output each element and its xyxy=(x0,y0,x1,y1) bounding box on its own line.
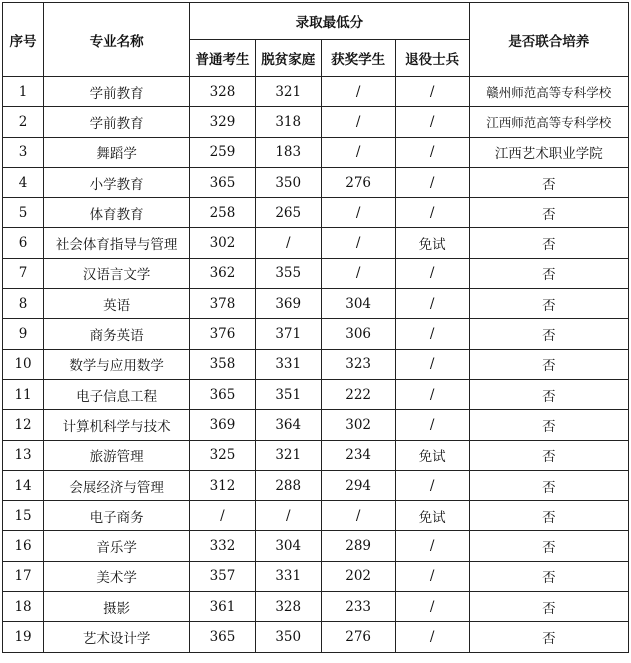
cell-poverty: 304 xyxy=(255,531,321,561)
cell-no: 11 xyxy=(3,379,44,409)
cell-major: 电子商务 xyxy=(44,501,190,531)
cell-no: 12 xyxy=(3,410,44,440)
cell-regular: / xyxy=(190,501,256,531)
cell-major: 学前教育 xyxy=(44,77,190,107)
cell-joint: 否 xyxy=(469,592,628,622)
cell-no: 17 xyxy=(3,561,44,591)
cell-award: / xyxy=(321,137,395,167)
cell-no: 13 xyxy=(3,440,44,470)
table-row xyxy=(3,137,629,167)
cell-award: 276 xyxy=(321,167,395,197)
cell-joint: 否 xyxy=(469,289,628,319)
cell-major: 艺术设计学 xyxy=(44,622,190,652)
cell-award: 233 xyxy=(321,592,395,622)
header-poverty: 脱贫家庭 xyxy=(255,40,321,77)
cell-no: 9 xyxy=(3,319,44,349)
cell-joint: 否 xyxy=(469,440,628,470)
cell-regular: 358 xyxy=(190,349,256,379)
cell-veteran: / xyxy=(395,258,469,288)
cell-award: 323 xyxy=(321,349,395,379)
cell-no: 19 xyxy=(3,622,44,652)
cell-joint: 否 xyxy=(469,531,628,561)
cell-veteran: / xyxy=(395,137,469,167)
table-row xyxy=(3,379,629,409)
cell-major: 摄影 xyxy=(44,592,190,622)
cell-award: 202 xyxy=(321,561,395,591)
cell-veteran: / xyxy=(395,531,469,561)
cell-no: 16 xyxy=(3,531,44,561)
table-row xyxy=(3,531,629,561)
cell-major: 电子信息工程 xyxy=(44,379,190,409)
table-row xyxy=(3,470,629,500)
cell-regular: 332 xyxy=(190,531,256,561)
cell-regular: 369 xyxy=(190,410,256,440)
header-award: 获奖学生 xyxy=(321,40,395,77)
cell-no: 2 xyxy=(3,107,44,137)
header-veteran: 退役士兵 xyxy=(395,40,469,77)
cell-veteran: / xyxy=(395,77,469,107)
cell-regular: 312 xyxy=(190,470,256,500)
cell-major: 会展经济与管理 xyxy=(44,470,190,500)
cell-veteran: / xyxy=(395,167,469,197)
table-row xyxy=(3,167,629,197)
cell-poverty: 355 xyxy=(255,258,321,288)
cell-veteran: / xyxy=(395,289,469,319)
cell-regular: 362 xyxy=(190,258,256,288)
cell-major: 汉语言文学 xyxy=(44,258,190,288)
cell-award: / xyxy=(321,228,395,258)
cell-award: 306 xyxy=(321,319,395,349)
cell-poverty: 318 xyxy=(255,107,321,137)
cell-award: / xyxy=(321,77,395,107)
cell-joint: 否 xyxy=(469,410,628,440)
cell-major: 计算机科学与技术 xyxy=(44,410,190,440)
cell-veteran: / xyxy=(395,592,469,622)
cell-major: 美术学 xyxy=(44,561,190,591)
cell-no: 15 xyxy=(3,501,44,531)
cell-joint: 否 xyxy=(469,228,628,258)
cell-veteran: / xyxy=(395,349,469,379)
table-row xyxy=(3,410,629,440)
cell-poverty: 364 xyxy=(255,410,321,440)
cell-veteran: / xyxy=(395,622,469,652)
cell-regular: 361 xyxy=(190,592,256,622)
cell-joint: 否 xyxy=(469,470,628,500)
table-row xyxy=(3,289,629,319)
cell-poverty: 369 xyxy=(255,289,321,319)
cell-award: 234 xyxy=(321,440,395,470)
cell-poverty: 331 xyxy=(255,349,321,379)
cell-major: 学前教育 xyxy=(44,107,190,137)
cell-major: 舞蹈学 xyxy=(44,137,190,167)
table-row xyxy=(3,77,629,107)
header-major: 专业名称 xyxy=(44,3,190,77)
cell-veteran: / xyxy=(395,107,469,137)
cell-poverty: 350 xyxy=(255,167,321,197)
header-regular: 普通考生 xyxy=(190,40,256,77)
cell-major: 音乐学 xyxy=(44,531,190,561)
cell-poverty: 183 xyxy=(255,137,321,167)
cell-joint: 江西艺术职业学院 xyxy=(469,137,628,167)
cell-regular: 378 xyxy=(190,289,256,319)
cell-major: 旅游管理 xyxy=(44,440,190,470)
cell-poverty: / xyxy=(255,501,321,531)
cell-joint: 否 xyxy=(469,349,628,379)
cell-no: 7 xyxy=(3,258,44,288)
cell-joint: 否 xyxy=(469,167,628,197)
cell-major: 社会体育指导与管理 xyxy=(44,228,190,258)
cell-poverty: 321 xyxy=(255,440,321,470)
cell-award: / xyxy=(321,258,395,288)
cell-award: 294 xyxy=(321,470,395,500)
cell-major: 商务英语 xyxy=(44,319,190,349)
cell-poverty: / xyxy=(255,228,321,258)
cell-award: 302 xyxy=(321,410,395,440)
cell-poverty: 328 xyxy=(255,592,321,622)
header-min-score: 录取最低分 xyxy=(190,3,470,40)
header-joint-training: 是否联合培养 xyxy=(469,3,628,77)
cell-major: 小学教育 xyxy=(44,167,190,197)
cell-joint: 否 xyxy=(469,501,628,531)
cell-regular: 258 xyxy=(190,198,256,228)
cell-no: 10 xyxy=(3,349,44,379)
cell-joint: 江西师范高等专科学校 xyxy=(469,107,628,137)
cell-major: 数学与应用数学 xyxy=(44,349,190,379)
cell-no: 3 xyxy=(3,137,44,167)
table-row xyxy=(3,561,629,591)
cell-regular: 376 xyxy=(190,319,256,349)
cell-regular: 329 xyxy=(190,107,256,137)
cell-joint: 否 xyxy=(469,561,628,591)
cell-veteran: / xyxy=(395,379,469,409)
cell-regular: 365 xyxy=(190,167,256,197)
cell-joint: 赣州师范高等专科学校 xyxy=(469,77,628,107)
cell-major: 英语 xyxy=(44,289,190,319)
cell-no: 14 xyxy=(3,470,44,500)
table-row xyxy=(3,228,629,258)
table-row xyxy=(3,592,629,622)
cell-no: 8 xyxy=(3,289,44,319)
cell-award: 304 xyxy=(321,289,395,319)
cell-no: 6 xyxy=(3,228,44,258)
table-row xyxy=(3,440,629,470)
cell-veteran: 免试 xyxy=(395,228,469,258)
cell-major: 体育教育 xyxy=(44,198,190,228)
table-row xyxy=(3,107,629,137)
cell-joint: 否 xyxy=(469,258,628,288)
cell-poverty: 350 xyxy=(255,622,321,652)
cell-joint: 否 xyxy=(469,622,628,652)
table-row xyxy=(3,349,629,379)
cell-award: 276 xyxy=(321,622,395,652)
cell-veteran: / xyxy=(395,198,469,228)
cell-veteran: / xyxy=(395,561,469,591)
cell-joint: 否 xyxy=(469,319,628,349)
table-row xyxy=(3,501,629,531)
cell-veteran: / xyxy=(395,319,469,349)
cell-poverty: 321 xyxy=(255,77,321,107)
table-row xyxy=(3,319,629,349)
cell-veteran: / xyxy=(395,470,469,500)
cell-joint: 否 xyxy=(469,198,628,228)
cell-no: 5 xyxy=(3,198,44,228)
cell-joint: 否 xyxy=(469,379,628,409)
cell-regular: 328 xyxy=(190,77,256,107)
admission-score-table xyxy=(2,2,629,653)
cell-regular: 365 xyxy=(190,379,256,409)
cell-poverty: 265 xyxy=(255,198,321,228)
cell-no: 4 xyxy=(3,167,44,197)
table-row xyxy=(3,198,629,228)
cell-regular: 259 xyxy=(190,137,256,167)
cell-veteran: 免试 xyxy=(395,501,469,531)
table-row xyxy=(3,258,629,288)
cell-award: 289 xyxy=(321,531,395,561)
cell-regular: 325 xyxy=(190,440,256,470)
cell-poverty: 371 xyxy=(255,319,321,349)
cell-veteran: / xyxy=(395,410,469,440)
cell-regular: 302 xyxy=(190,228,256,258)
cell-award: / xyxy=(321,198,395,228)
cell-no: 18 xyxy=(3,592,44,622)
header-no: 序号 xyxy=(3,3,44,77)
table-row xyxy=(3,622,629,652)
cell-poverty: 331 xyxy=(255,561,321,591)
cell-no: 1 xyxy=(3,77,44,107)
cell-award: / xyxy=(321,501,395,531)
cell-award: / xyxy=(321,107,395,137)
cell-poverty: 288 xyxy=(255,470,321,500)
table-body xyxy=(3,77,629,653)
cell-award: 222 xyxy=(321,379,395,409)
cell-veteran: 免试 xyxy=(395,440,469,470)
cell-regular: 357 xyxy=(190,561,256,591)
cell-poverty: 351 xyxy=(255,379,321,409)
cell-regular: 365 xyxy=(190,622,256,652)
